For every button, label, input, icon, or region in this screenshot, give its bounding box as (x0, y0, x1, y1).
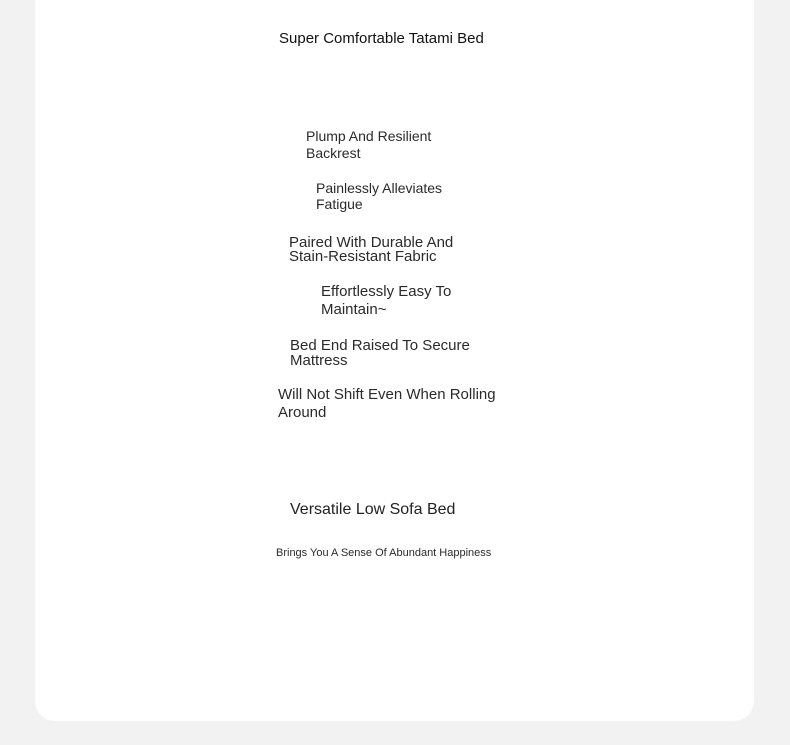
feature-maintenance: Effortlessly Easy To Maintain~ (321, 283, 452, 318)
feature-no-shift: Will Not Shift Even When Rolling Around (278, 386, 496, 421)
feature-fatigue: Painlessly Alleviates Fatigue (316, 180, 443, 212)
product-description: Brings You A Sense Of Abundant Happiness (276, 547, 492, 559)
feature-bed-end: Bed End Raised To Secure Mattress (290, 337, 470, 369)
product-title: Super Comfortable Tatami Bed (279, 30, 484, 47)
feature-backrest: Plump And Resilient Backrest (306, 128, 432, 161)
product-subtitle: Versatile Low Sofa Bed (290, 501, 456, 518)
feature-fabric: Paired With Durable And Stain-Resistant Fabric (289, 234, 454, 265)
